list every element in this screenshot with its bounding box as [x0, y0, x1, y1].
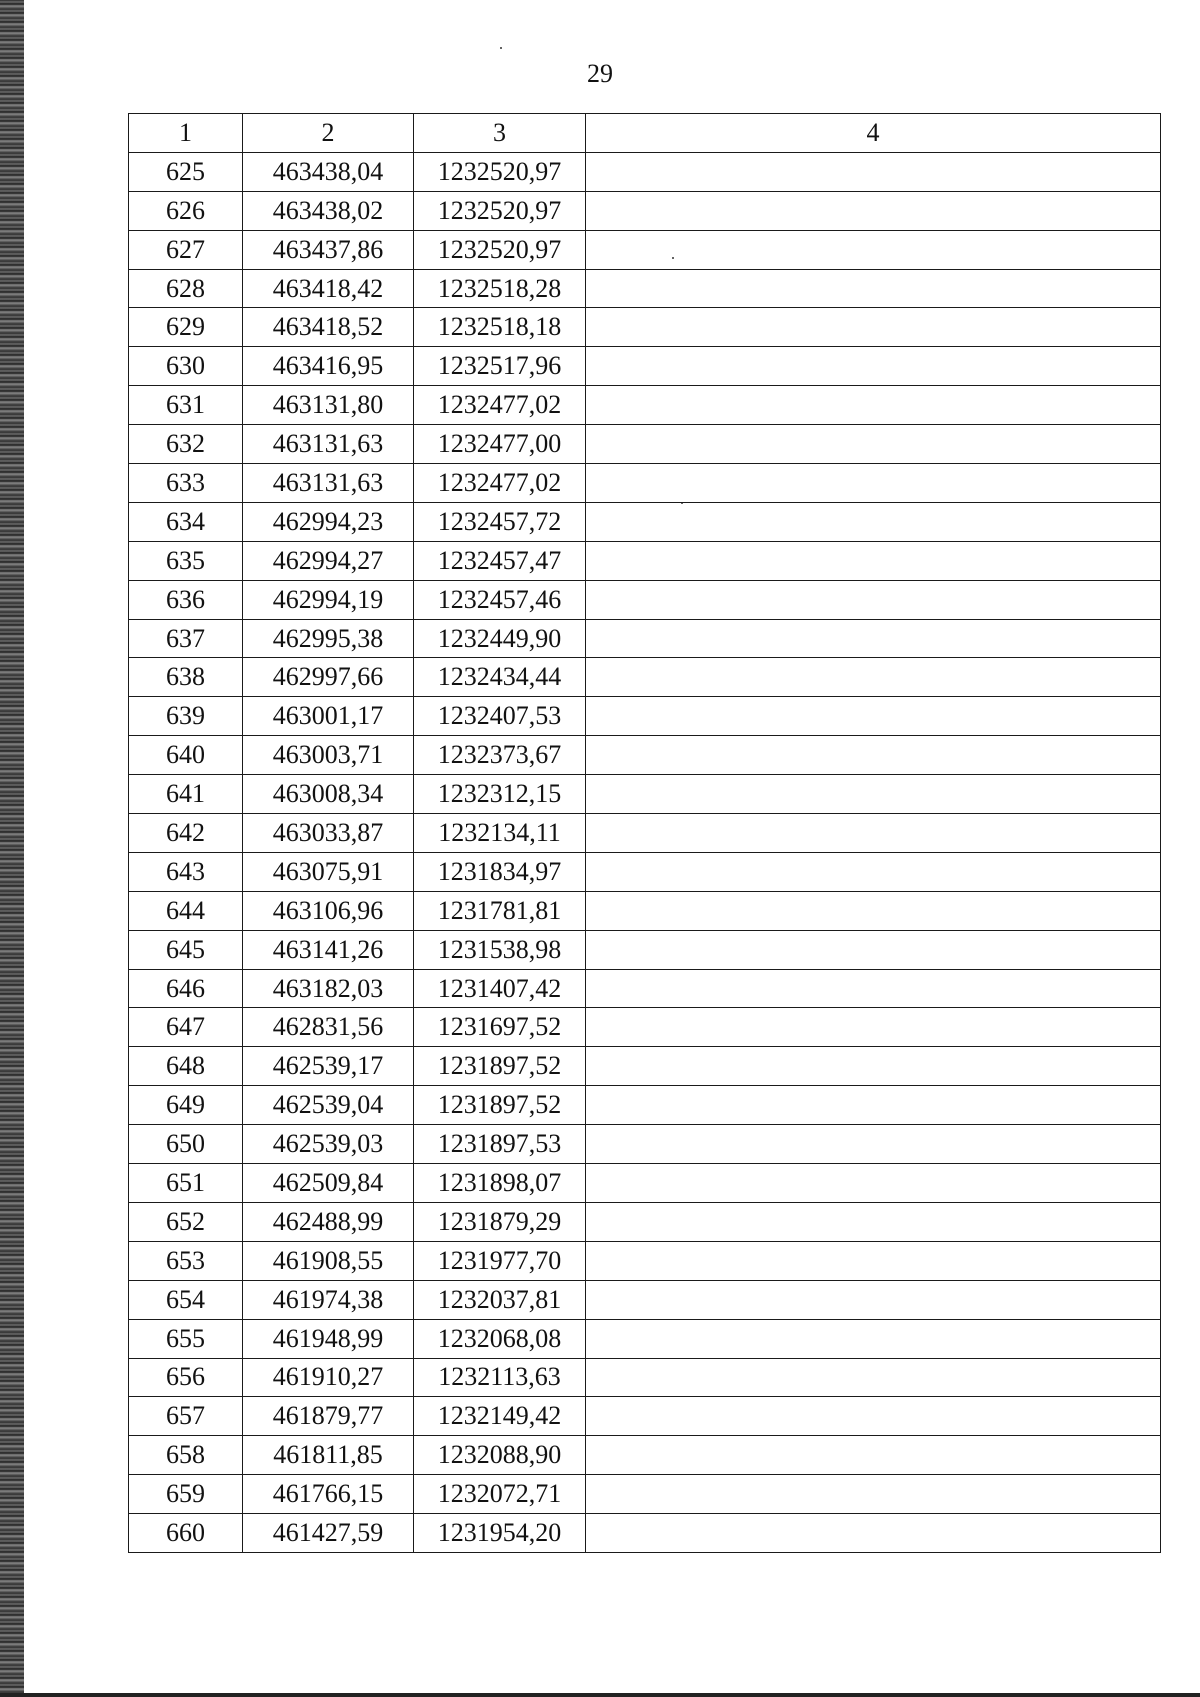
point-number-cell: 641 — [129, 775, 243, 814]
coordinate-y-cell: 1232037,81 — [414, 1280, 586, 1319]
point-number-cell: 642 — [129, 814, 243, 853]
column-header-1: 1 — [129, 114, 243, 153]
coordinate-x-cell: 461766,15 — [243, 1475, 414, 1514]
note-cell — [586, 425, 1161, 464]
point-number-cell: 652 — [129, 1202, 243, 1241]
coordinate-y-cell: 1231834,97 — [414, 852, 586, 891]
point-number-cell: 659 — [129, 1475, 243, 1514]
point-number-cell: 648 — [129, 1047, 243, 1086]
table-row — [129, 347, 1161, 386]
coordinate-y-cell: 1232518,28 — [414, 269, 586, 308]
table-row — [129, 308, 1161, 347]
coordinate-x-cell: 463131,63 — [243, 425, 414, 464]
coordinate-y-cell: 1231697,52 — [414, 1008, 586, 1047]
scan-edge-shadow — [0, 0, 24, 1697]
coordinates-table — [128, 113, 1161, 1553]
coordinate-x-cell: 461879,77 — [243, 1397, 414, 1436]
note-cell — [586, 1475, 1161, 1514]
point-number-cell: 649 — [129, 1086, 243, 1125]
table-row — [129, 1397, 1161, 1436]
coordinate-y-cell: 1232517,96 — [414, 347, 586, 386]
coordinate-x-cell: 462488,99 — [243, 1202, 414, 1241]
note-cell — [586, 1358, 1161, 1397]
coordinate-x-cell: 463008,34 — [243, 775, 414, 814]
note-cell — [586, 969, 1161, 1008]
point-number-cell: 658 — [129, 1436, 243, 1475]
note-cell — [586, 1125, 1161, 1164]
table-row — [129, 502, 1161, 541]
coordinate-y-cell: 1231538,98 — [414, 930, 586, 969]
point-number-cell: 634 — [129, 502, 243, 541]
table-row — [129, 1241, 1161, 1280]
point-number-cell: 644 — [129, 891, 243, 930]
coordinate-y-cell: 1232477,02 — [414, 386, 586, 425]
table-row — [129, 1358, 1161, 1397]
point-number-cell: 637 — [129, 619, 243, 658]
coordinate-y-cell: 1231954,20 — [414, 1514, 586, 1553]
column-header-2: 2 — [243, 114, 414, 153]
coordinate-x-cell: 463418,52 — [243, 308, 414, 347]
coordinate-x-cell: 463075,91 — [243, 852, 414, 891]
table-row — [129, 697, 1161, 736]
coordinate-x-cell: 463131,63 — [243, 464, 414, 503]
column-header-3: 3 — [414, 114, 586, 153]
table-body — [129, 152, 1161, 1552]
point-number-cell: 626 — [129, 191, 243, 230]
page-number: 29 — [587, 59, 613, 88]
note-cell — [586, 619, 1161, 658]
coordinate-y-cell: 1232407,53 — [414, 697, 586, 736]
table-row — [129, 191, 1161, 230]
scan-speck — [500, 47, 502, 49]
coordinate-x-cell: 461427,59 — [243, 1514, 414, 1553]
coordinate-x-cell: 462994,23 — [243, 502, 414, 541]
table-row — [129, 269, 1161, 308]
note-cell — [586, 736, 1161, 775]
point-number-cell: 627 — [129, 230, 243, 269]
note-cell — [586, 1280, 1161, 1319]
coordinate-y-cell: 1231897,53 — [414, 1125, 586, 1164]
point-number-cell: 643 — [129, 852, 243, 891]
point-number-cell: 632 — [129, 425, 243, 464]
table-row — [129, 1280, 1161, 1319]
coordinate-y-cell: 1232072,71 — [414, 1475, 586, 1514]
table-row — [129, 736, 1161, 775]
note-cell — [586, 775, 1161, 814]
note-cell — [586, 502, 1161, 541]
coordinate-x-cell: 462509,84 — [243, 1164, 414, 1203]
scan-bottom-edge — [0, 1693, 1200, 1697]
coordinate-y-cell: 1232457,47 — [414, 541, 586, 580]
note-cell — [586, 269, 1161, 308]
note-cell — [586, 1008, 1161, 1047]
coordinate-x-cell: 461910,27 — [243, 1358, 414, 1397]
point-number-cell: 635 — [129, 541, 243, 580]
note-cell — [586, 1319, 1161, 1358]
note-cell — [586, 1397, 1161, 1436]
table-row — [129, 230, 1161, 269]
coordinate-y-cell: 1231879,29 — [414, 1202, 586, 1241]
note-cell — [586, 1047, 1161, 1086]
table-row — [129, 969, 1161, 1008]
coordinate-x-cell: 463438,04 — [243, 152, 414, 191]
point-number-cell: 657 — [129, 1397, 243, 1436]
coordinate-x-cell: 463141,26 — [243, 930, 414, 969]
table-row — [129, 541, 1161, 580]
point-number-cell: 639 — [129, 697, 243, 736]
coordinate-y-cell: 1232088,90 — [414, 1436, 586, 1475]
coordinate-x-cell: 462539,04 — [243, 1086, 414, 1125]
coordinate-x-cell: 461974,38 — [243, 1280, 414, 1319]
coordinate-y-cell: 1232149,42 — [414, 1397, 586, 1436]
table-row — [129, 1475, 1161, 1514]
point-number-cell: 636 — [129, 580, 243, 619]
point-number-cell: 645 — [129, 930, 243, 969]
note-cell — [586, 814, 1161, 853]
table-row — [129, 1164, 1161, 1203]
point-number-cell: 650 — [129, 1125, 243, 1164]
note-cell — [586, 852, 1161, 891]
coordinate-x-cell: 461811,85 — [243, 1436, 414, 1475]
coordinate-y-cell: 1232518,18 — [414, 308, 586, 347]
table-row — [129, 425, 1161, 464]
table-row — [129, 1047, 1161, 1086]
table-row — [129, 1436, 1161, 1475]
coordinate-x-cell: 462539,17 — [243, 1047, 414, 1086]
note-cell — [586, 1436, 1161, 1475]
coordinate-y-cell: 1231407,42 — [414, 969, 586, 1008]
note-cell — [586, 464, 1161, 503]
point-number-cell: 651 — [129, 1164, 243, 1203]
coordinate-y-cell: 1231897,52 — [414, 1047, 586, 1086]
table-row — [129, 658, 1161, 697]
note-cell — [586, 541, 1161, 580]
coordinate-y-cell: 1232068,08 — [414, 1319, 586, 1358]
note-cell — [586, 191, 1161, 230]
coordinate-x-cell: 462994,19 — [243, 580, 414, 619]
table-row — [129, 852, 1161, 891]
coordinate-y-cell: 1232520,97 — [414, 230, 586, 269]
coordinate-y-cell: 1232449,90 — [414, 619, 586, 658]
coordinate-y-cell: 1232134,11 — [414, 814, 586, 853]
coordinate-y-cell: 1232457,46 — [414, 580, 586, 619]
point-number-cell: 631 — [129, 386, 243, 425]
table-row — [129, 814, 1161, 853]
table-row — [129, 386, 1161, 425]
coordinate-x-cell: 463437,86 — [243, 230, 414, 269]
table-row — [129, 152, 1161, 191]
coordinate-y-cell: 1231781,81 — [414, 891, 586, 930]
coordinate-x-cell: 462831,56 — [243, 1008, 414, 1047]
table-row — [129, 1202, 1161, 1241]
coordinate-y-cell: 1232520,97 — [414, 152, 586, 191]
note-cell — [586, 1514, 1161, 1553]
coordinate-x-cell: 462994,27 — [243, 541, 414, 580]
note-cell — [586, 658, 1161, 697]
point-number-cell: 660 — [129, 1514, 243, 1553]
table-row — [129, 1319, 1161, 1358]
coordinate-y-cell: 1232373,67 — [414, 736, 586, 775]
coordinate-y-cell: 1232457,72 — [414, 502, 586, 541]
note-cell — [586, 1164, 1161, 1203]
table-row — [129, 619, 1161, 658]
coordinate-x-cell: 463131,80 — [243, 386, 414, 425]
point-number-cell: 640 — [129, 736, 243, 775]
coordinate-y-cell: 1232520,97 — [414, 191, 586, 230]
point-number-cell: 656 — [129, 1358, 243, 1397]
note-cell — [586, 1241, 1161, 1280]
table-header-row — [129, 114, 1161, 153]
table-row — [129, 930, 1161, 969]
coordinate-x-cell: 463182,03 — [243, 969, 414, 1008]
point-number-cell: 638 — [129, 658, 243, 697]
coordinate-y-cell: 1232477,02 — [414, 464, 586, 503]
note-cell — [586, 697, 1161, 736]
coordinate-y-cell: 1232113,63 — [414, 1358, 586, 1397]
coordinate-y-cell: 1232312,15 — [414, 775, 586, 814]
coordinate-x-cell: 463416,95 — [243, 347, 414, 386]
note-cell — [586, 308, 1161, 347]
coordinate-x-cell: 463001,17 — [243, 697, 414, 736]
coordinate-x-cell: 462997,66 — [243, 658, 414, 697]
coordinate-x-cell: 463106,96 — [243, 891, 414, 930]
coordinate-x-cell: 462995,38 — [243, 619, 414, 658]
note-cell — [586, 1202, 1161, 1241]
note-cell — [586, 930, 1161, 969]
point-number-cell: 630 — [129, 347, 243, 386]
coordinate-y-cell: 1231977,70 — [414, 1241, 586, 1280]
point-number-cell: 647 — [129, 1008, 243, 1047]
coordinate-x-cell: 463033,87 — [243, 814, 414, 853]
note-cell — [586, 891, 1161, 930]
point-number-cell: 654 — [129, 1280, 243, 1319]
table-row — [129, 464, 1161, 503]
table-row — [129, 775, 1161, 814]
point-number-cell: 629 — [129, 308, 243, 347]
coordinate-x-cell: 461948,99 — [243, 1319, 414, 1358]
table-row — [129, 1008, 1161, 1047]
note-cell — [586, 1086, 1161, 1125]
point-number-cell: 625 — [129, 152, 243, 191]
point-number-cell: 646 — [129, 969, 243, 1008]
coordinate-x-cell: 463003,71 — [243, 736, 414, 775]
point-number-cell: 628 — [129, 269, 243, 308]
table-row — [129, 1086, 1161, 1125]
coordinate-y-cell: 1232434,44 — [414, 658, 586, 697]
coordinate-x-cell: 462539,03 — [243, 1125, 414, 1164]
table-row — [129, 1125, 1161, 1164]
coordinate-x-cell: 461908,55 — [243, 1241, 414, 1280]
table-row — [129, 1514, 1161, 1553]
note-cell — [586, 152, 1161, 191]
table-row — [129, 580, 1161, 619]
column-header-4: 4 — [586, 114, 1161, 153]
coordinate-x-cell: 463418,42 — [243, 269, 414, 308]
point-number-cell: 633 — [129, 464, 243, 503]
note-cell — [586, 386, 1161, 425]
coordinate-y-cell: 1232477,00 — [414, 425, 586, 464]
note-cell — [586, 347, 1161, 386]
note-cell — [586, 230, 1161, 269]
coordinate-y-cell: 1231898,07 — [414, 1164, 586, 1203]
coordinate-x-cell: 463438,02 — [243, 191, 414, 230]
point-number-cell: 655 — [129, 1319, 243, 1358]
note-cell — [586, 580, 1161, 619]
table-row — [129, 891, 1161, 930]
point-number-cell: 653 — [129, 1241, 243, 1280]
coordinate-y-cell: 1231897,52 — [414, 1086, 586, 1125]
